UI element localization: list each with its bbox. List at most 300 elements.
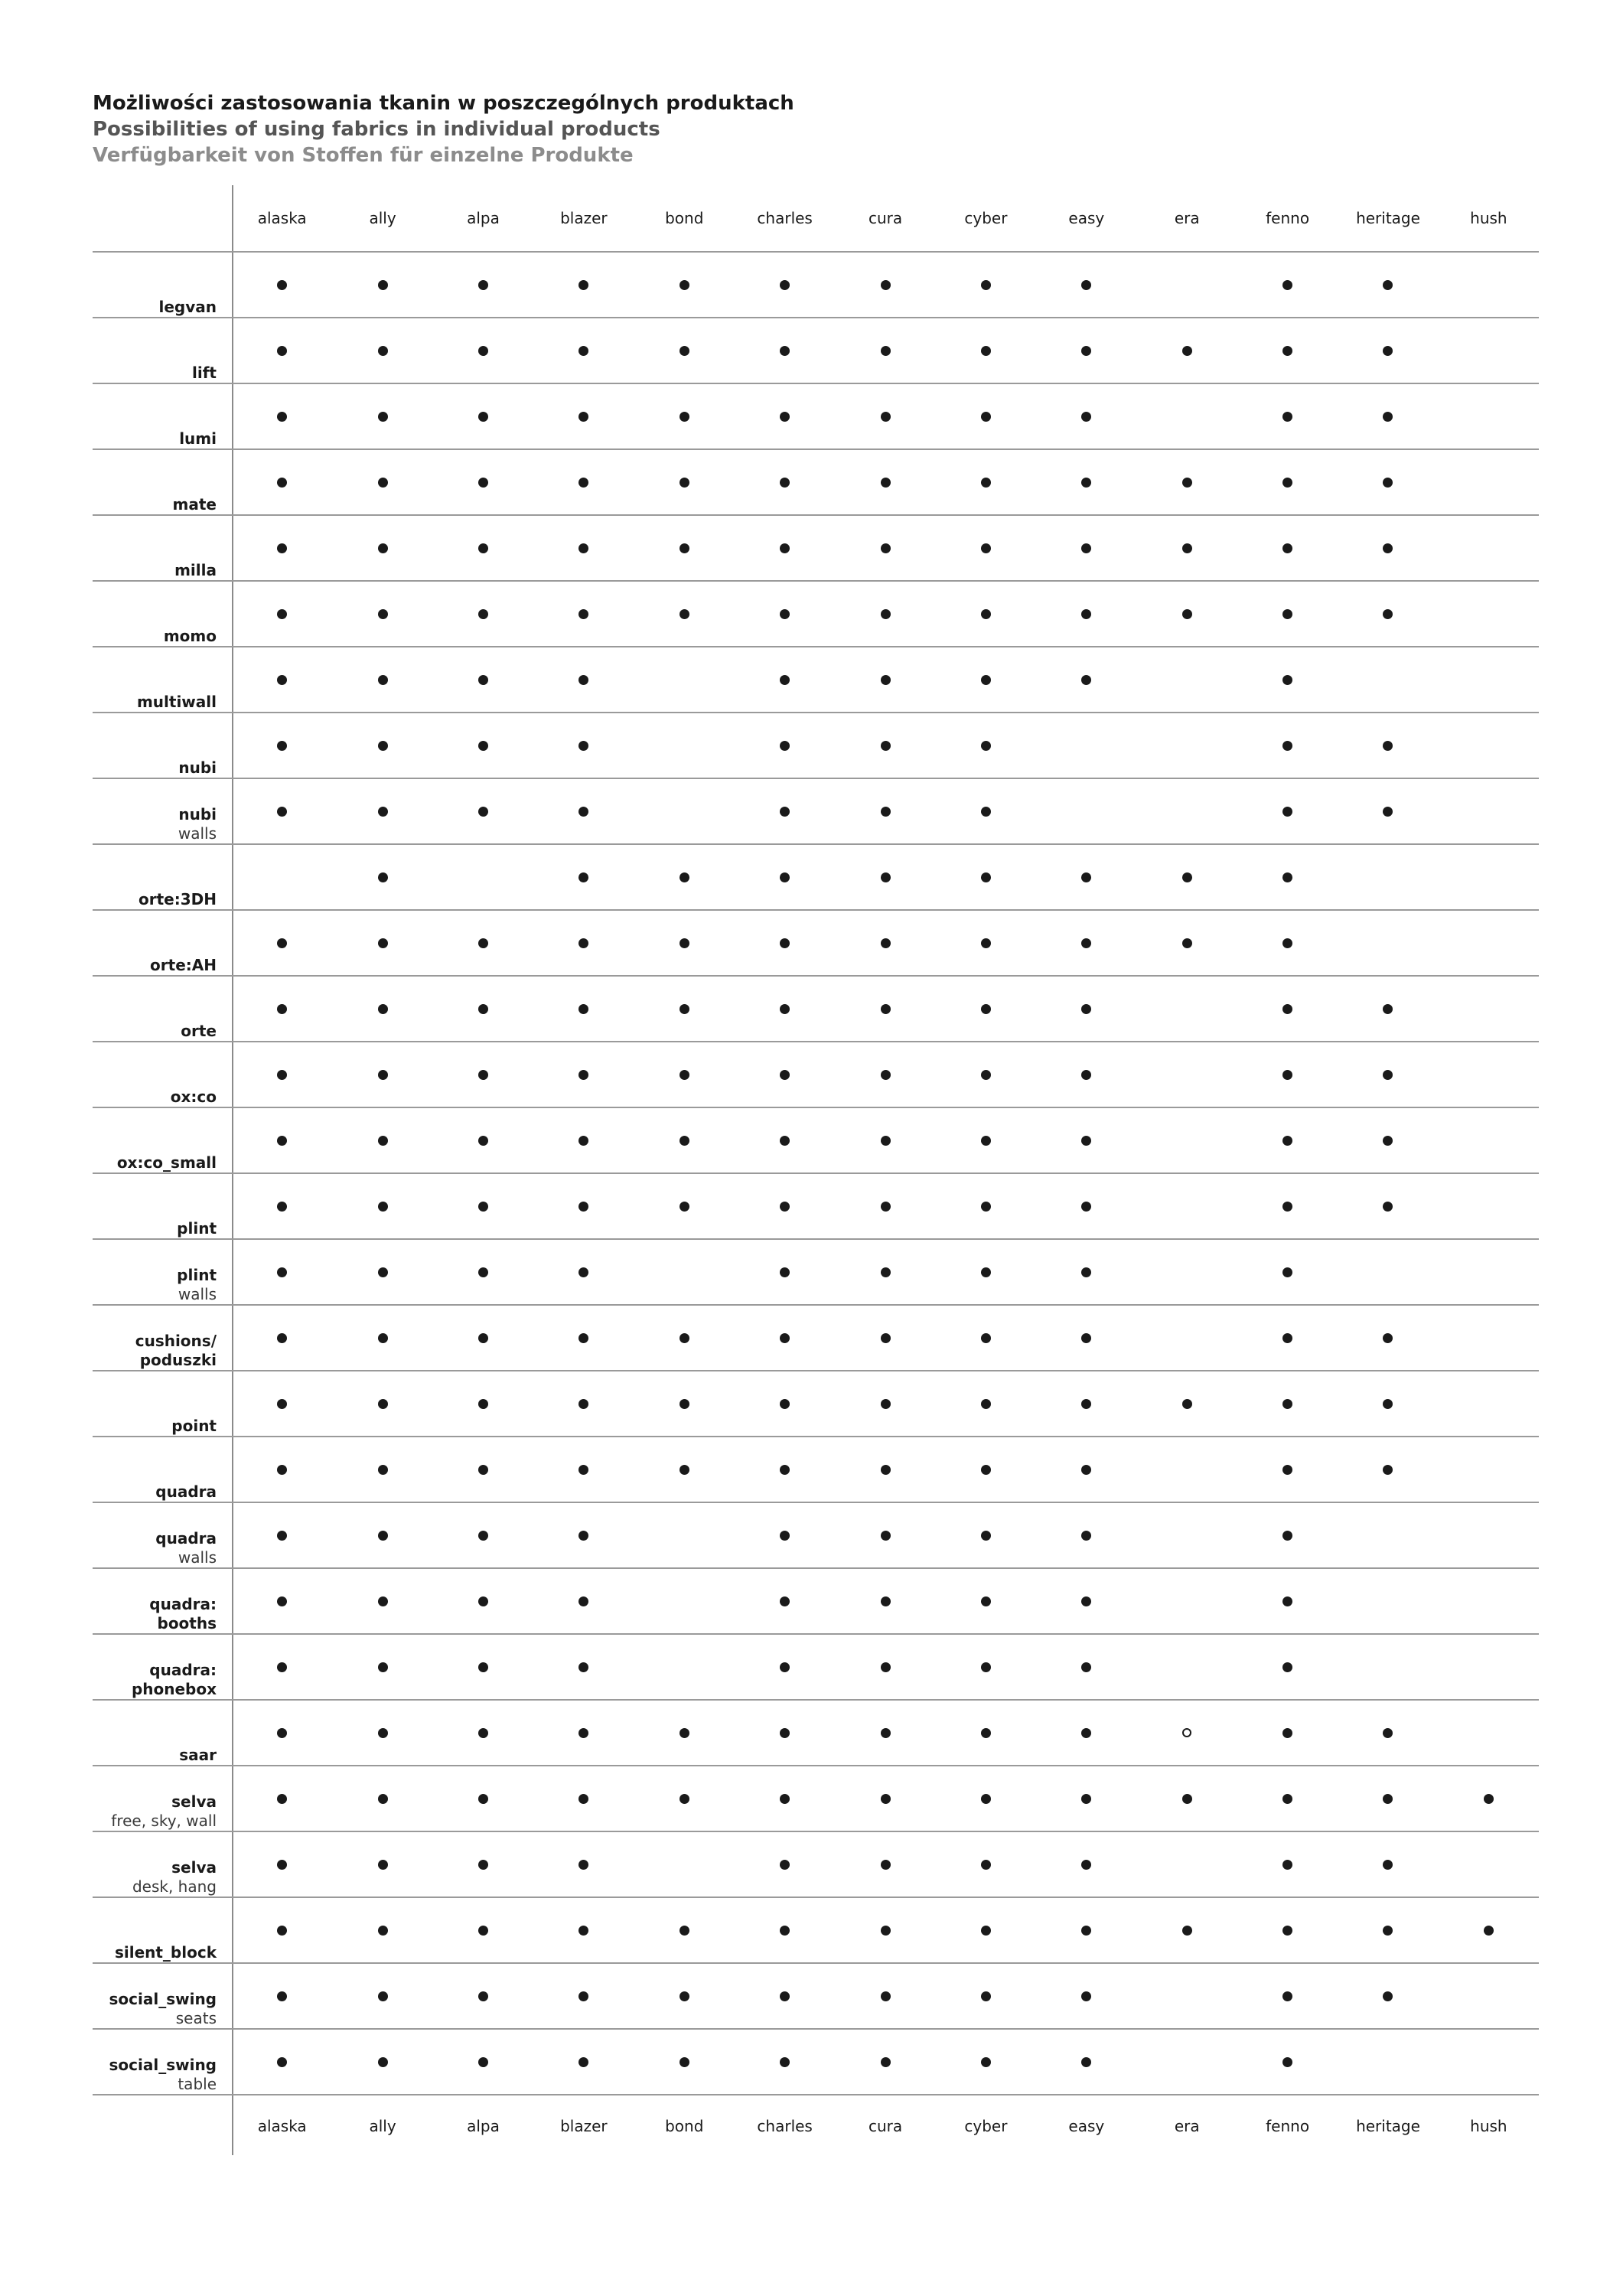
availability-cell	[533, 1172, 634, 1238]
availability-cell	[735, 317, 835, 383]
available-dot-icon	[981, 938, 991, 948]
available-dot-icon	[780, 1004, 790, 1014]
available-dot-icon	[478, 280, 488, 290]
available-dot-icon	[780, 1596, 790, 1606]
availability-cell	[433, 712, 533, 778]
availability-cell	[835, 1896, 935, 1962]
available-dot-icon	[1081, 1926, 1091, 1936]
product-label	[93, 1107, 232, 1172]
product-name: orte	[181, 1022, 217, 1040]
available-dot-icon	[1383, 1860, 1393, 1870]
availability-cell	[1137, 1041, 1237, 1107]
available-dot-icon	[277, 280, 287, 290]
availability-cell	[232, 1172, 332, 1238]
availability-cell	[1338, 909, 1438, 975]
availability-cell	[433, 909, 533, 975]
available-dot-icon	[478, 938, 488, 948]
available-dot-icon	[478, 807, 488, 817]
availability-cell	[433, 1699, 533, 1765]
availability-cell	[232, 843, 332, 909]
available-dot-icon	[1484, 1794, 1494, 1804]
availability-cell	[634, 1172, 735, 1238]
top-header-2: alpa	[467, 209, 500, 227]
availability-cell	[332, 712, 432, 778]
availability-cell	[835, 1567, 935, 1633]
availability-cell	[936, 251, 1036, 317]
availability-cell	[1237, 909, 1338, 975]
availability-cell	[332, 1107, 432, 1172]
availability-cell	[232, 1765, 332, 1831]
availability-cell	[1439, 1304, 1539, 1370]
product-label	[93, 514, 232, 580]
availability-cell	[1338, 778, 1438, 843]
available-dot-icon	[578, 1596, 588, 1606]
product-label	[93, 712, 232, 778]
available-dot-icon	[1282, 543, 1292, 553]
available-dot-icon	[277, 1662, 287, 1672]
availability-cell	[634, 2028, 735, 2094]
availability-cell	[1137, 448, 1237, 514]
availability-cell	[735, 1041, 835, 1107]
available-dot-icon	[478, 1070, 488, 1080]
available-dot-icon	[881, 412, 891, 422]
availability-cell	[1439, 909, 1539, 975]
availability-cell	[433, 1107, 533, 1172]
available-dot-icon	[680, 1465, 689, 1475]
availability-cell	[735, 843, 835, 909]
available-dot-icon	[378, 1465, 388, 1475]
available-dot-icon	[1282, 1136, 1292, 1146]
availability-cell	[433, 975, 533, 1041]
bottom-header-corner	[93, 2094, 232, 2157]
available-dot-icon	[277, 1004, 287, 1014]
available-dot-icon	[277, 412, 287, 422]
availability-cell	[332, 1436, 432, 1502]
available-dot-icon	[680, 1399, 689, 1409]
available-dot-icon	[981, 1070, 991, 1080]
availability-cell	[1338, 1699, 1438, 1765]
availability-cell	[533, 448, 634, 514]
available-dot-icon	[1081, 280, 1091, 290]
availability-cell	[1338, 843, 1438, 909]
available-dot-icon	[1282, 1004, 1292, 1014]
top-header-1: ally	[369, 209, 396, 227]
available-dot-icon	[478, 1991, 488, 2001]
available-dot-icon	[881, 1860, 891, 1870]
available-dot-icon	[881, 478, 891, 488]
available-dot-icon	[1383, 741, 1393, 751]
availability-cell	[1338, 1172, 1438, 1238]
available-dot-icon	[378, 1860, 388, 1870]
availability-cell	[533, 1370, 634, 1436]
available-dot-icon	[981, 2057, 991, 2067]
available-dot-icon	[478, 478, 488, 488]
availability-cell	[835, 646, 935, 712]
availability-cell	[332, 251, 432, 317]
availability-cell	[232, 1436, 332, 1502]
available-dot-icon	[1383, 1070, 1393, 1080]
product-name: quadra:	[149, 1595, 217, 1613]
available-dot-icon	[578, 609, 588, 619]
available-dot-icon	[1282, 1267, 1292, 1277]
availability-cell	[634, 646, 735, 712]
available-dot-icon	[578, 543, 588, 553]
available-dot-icon	[1282, 2057, 1292, 2067]
availability-cell	[232, 514, 332, 580]
availability-cell	[735, 909, 835, 975]
available-dot-icon	[780, 1070, 790, 1080]
availability-cell	[1137, 1304, 1237, 1370]
available-dot-icon	[578, 1465, 588, 1475]
available-dot-icon	[277, 1070, 287, 1080]
availability-cell	[936, 1831, 1036, 1896]
available-dot-icon	[981, 346, 991, 356]
availability-cell	[1338, 1896, 1438, 1962]
availability-cell	[835, 1436, 935, 1502]
product-variant: desk, hang	[132, 1877, 217, 1896]
available-dot-icon	[780, 807, 790, 817]
available-dot-icon	[277, 1136, 287, 1146]
availability-cell	[936, 1172, 1036, 1238]
availability-cell	[735, 1238, 835, 1304]
availability-cell	[232, 1370, 332, 1436]
available-dot-icon	[680, 1004, 689, 1014]
product-label	[93, 251, 232, 317]
availability-cell	[835, 1831, 935, 1896]
bottom-header-8: easy	[1036, 2094, 1136, 2157]
title-english: Possibilities of using fabrics in individual products	[93, 118, 660, 141]
product-name: quadra:	[149, 1661, 217, 1679]
available-dot-icon	[578, 872, 588, 882]
availability-cell	[1036, 1107, 1136, 1172]
availability-cell	[332, 317, 432, 383]
available-dot-icon	[981, 1465, 991, 1475]
product-variant: walls	[178, 1548, 217, 1567]
availability-cell	[1439, 1765, 1539, 1831]
availability-cell	[634, 383, 735, 448]
availability-cell	[1237, 514, 1338, 580]
available-dot-icon	[1383, 1004, 1393, 1014]
available-dot-icon	[1282, 1531, 1292, 1541]
available-dot-icon	[1081, 1004, 1091, 1014]
availability-cell	[1237, 2028, 1338, 2094]
available-dot-icon	[680, 280, 689, 290]
availability-cell	[634, 1962, 735, 2028]
availability-cell	[735, 514, 835, 580]
available-dot-icon	[578, 741, 588, 751]
available-dot-icon	[1081, 1070, 1091, 1080]
available-dot-icon	[780, 280, 790, 290]
available-dot-icon	[1383, 412, 1393, 422]
availability-cell	[1338, 1831, 1438, 1896]
available-dot-icon	[578, 1202, 588, 1212]
product-variant: seats	[175, 2009, 217, 2027]
available-dot-icon	[1182, 543, 1192, 553]
fabric-availability-table	[93, 185, 1539, 2157]
available-dot-icon	[578, 1794, 588, 1804]
top-header-8: easy	[1068, 209, 1105, 227]
product-name: plint	[177, 1219, 217, 1238]
available-dot-icon	[1282, 675, 1292, 685]
available-dot-icon	[277, 1991, 287, 2001]
availability-cell	[232, 909, 332, 975]
available-dot-icon	[1383, 543, 1393, 553]
available-dot-icon	[1081, 1860, 1091, 1870]
product-name-line2: booths	[157, 1614, 217, 1632]
available-dot-icon	[1282, 1333, 1292, 1343]
available-dot-icon	[1081, 1136, 1091, 1146]
available-dot-icon	[478, 1860, 488, 1870]
availability-cell	[232, 778, 332, 843]
available-dot-icon	[881, 280, 891, 290]
product-variant: table	[178, 2075, 217, 2093]
bottom-header-1: ally	[332, 2094, 432, 2157]
availability-cell	[232, 1238, 332, 1304]
availability-cell	[1036, 975, 1136, 1041]
availability-cell	[835, 1238, 935, 1304]
available-dot-icon	[578, 938, 588, 948]
available-dot-icon	[578, 1070, 588, 1080]
availability-cell	[634, 448, 735, 514]
available-dot-icon	[1182, 478, 1192, 488]
availability-cell	[936, 1699, 1036, 1765]
available-dot-icon	[378, 1267, 388, 1277]
product-label	[93, 1304, 232, 1370]
availability-cell	[936, 1896, 1036, 1962]
available-dot-icon	[378, 1991, 388, 2001]
available-dot-icon	[780, 1728, 790, 1738]
available-dot-icon	[1282, 346, 1292, 356]
available-dot-icon	[1383, 346, 1393, 356]
available-dot-icon	[277, 1399, 287, 1409]
availability-cell	[1137, 1962, 1237, 2028]
available-dot-icon	[1282, 1596, 1292, 1606]
availability-cell	[735, 1370, 835, 1436]
available-dot-icon	[578, 2057, 588, 2067]
available-dot-icon	[1282, 1794, 1292, 1804]
availability-cell	[433, 1896, 533, 1962]
availability-cell	[1439, 1370, 1539, 1436]
available-dot-icon	[780, 1202, 790, 1212]
available-dot-icon	[277, 1267, 287, 1277]
availability-cell	[433, 843, 533, 909]
available-dot-icon	[780, 1136, 790, 1146]
availability-cell	[332, 383, 432, 448]
availability-cell	[835, 448, 935, 514]
availability-cell	[1137, 1831, 1237, 1896]
availability-cell	[332, 2028, 432, 2094]
availability-cell	[1439, 448, 1539, 514]
availability-cell	[835, 1962, 935, 2028]
available-dot-icon	[1282, 1399, 1292, 1409]
availability-cell	[1036, 2028, 1136, 2094]
availability-cell	[232, 580, 332, 646]
product-label	[93, 1172, 232, 1238]
available-dot-icon	[478, 675, 488, 685]
availability-cell	[1237, 383, 1338, 448]
availability-cell	[1036, 1831, 1136, 1896]
available-dot-icon	[378, 478, 388, 488]
availability-cell	[1137, 514, 1237, 580]
availability-cell	[936, 383, 1036, 448]
bottom-header-7: cyber	[936, 2094, 1036, 2157]
product-label	[93, 1699, 232, 1765]
available-dot-icon	[1282, 1202, 1292, 1212]
available-dot-icon	[1282, 1926, 1292, 1936]
availability-cell	[634, 317, 735, 383]
availability-cell	[835, 2028, 935, 2094]
availability-cell	[433, 1765, 533, 1831]
availability-cell	[735, 1107, 835, 1172]
available-dot-icon	[378, 1136, 388, 1146]
availability-cell	[936, 712, 1036, 778]
availability-cell	[433, 580, 533, 646]
availability-cell	[735, 383, 835, 448]
availability-cell	[1338, 383, 1438, 448]
available-dot-icon	[780, 1991, 790, 2001]
available-dot-icon	[1383, 807, 1393, 817]
availability-cell	[835, 1041, 935, 1107]
availability-cell	[232, 1502, 332, 1567]
available-dot-icon	[881, 1004, 891, 1014]
availability-cell	[835, 580, 935, 646]
availability-cell	[232, 975, 332, 1041]
product-label	[93, 1502, 232, 1567]
availability-cell	[1137, 778, 1237, 843]
available-dot-icon	[680, 346, 689, 356]
availability-cell	[533, 2028, 634, 2094]
availability-cell	[1237, 448, 1338, 514]
available-dot-icon	[1081, 675, 1091, 685]
availability-cell	[232, 2028, 332, 2094]
product-label	[93, 1041, 232, 1107]
available-dot-icon	[277, 1531, 287, 1541]
availability-cell	[332, 1962, 432, 2028]
availability-cell	[232, 1962, 332, 2028]
available-dot-icon	[1081, 1662, 1091, 1672]
availability-cell	[533, 712, 634, 778]
availability-cell	[936, 909, 1036, 975]
availability-cell	[1237, 778, 1338, 843]
availability-cell	[1237, 1831, 1338, 1896]
availability-cell	[835, 1107, 935, 1172]
availability-cell	[533, 975, 634, 1041]
availability-cell	[533, 1436, 634, 1502]
available-dot-icon	[881, 1926, 891, 1936]
available-dot-icon	[378, 1399, 388, 1409]
product-label	[93, 2028, 232, 2094]
availability-cell	[1137, 317, 1237, 383]
availability-cell	[332, 1172, 432, 1238]
available-dot-icon	[1282, 412, 1292, 422]
available-dot-icon	[881, 346, 891, 356]
product-name: momo	[163, 627, 217, 645]
available-dot-icon	[478, 1728, 488, 1738]
availability-cell	[835, 317, 935, 383]
availability-cell	[1439, 1633, 1539, 1699]
product-label	[93, 448, 232, 514]
availability-cell	[936, 778, 1036, 843]
product-name: point	[171, 1417, 217, 1435]
available-dot-icon	[478, 2057, 488, 2067]
available-dot-icon	[981, 1728, 991, 1738]
availability-cell	[1137, 975, 1237, 1041]
availability-cell	[634, 1436, 735, 1502]
availability-cell	[735, 1962, 835, 2028]
availability-cell	[533, 778, 634, 843]
available-dot-icon	[881, 1596, 891, 1606]
availability-cell	[433, 1436, 533, 1502]
top-header-3: blazer	[560, 209, 608, 227]
availability-cell	[533, 646, 634, 712]
available-dot-icon	[780, 1531, 790, 1541]
availability-cell	[232, 1633, 332, 1699]
available-dot-icon	[780, 609, 790, 619]
available-dot-icon	[680, 1136, 689, 1146]
availability-cell	[1338, 1765, 1438, 1831]
available-dot-icon	[478, 1333, 488, 1343]
availability-cell	[1137, 843, 1237, 909]
availability-cell	[332, 1304, 432, 1370]
available-dot-icon	[981, 1794, 991, 1804]
availability-cell	[1237, 1765, 1338, 1831]
product-name: lift	[192, 364, 217, 382]
available-dot-icon	[578, 1004, 588, 1014]
available-dot-icon	[1282, 1860, 1292, 1870]
availability-cell	[936, 1370, 1036, 1436]
available-dot-icon	[378, 1531, 388, 1541]
available-dot-icon	[680, 1070, 689, 1080]
available-dot-icon	[1081, 1531, 1091, 1541]
availability-cell	[232, 712, 332, 778]
available-dot-icon	[1081, 1596, 1091, 1606]
product-name: orte:3DH	[139, 890, 217, 908]
product-name: plint	[177, 1266, 217, 1284]
product-name: saar	[179, 1746, 217, 1764]
product-label	[93, 646, 232, 712]
availability-cell	[1036, 1699, 1136, 1765]
availability-cell	[936, 1238, 1036, 1304]
product-name: legvan	[158, 298, 217, 316]
availability-cell	[1137, 2028, 1237, 2094]
available-dot-icon	[981, 543, 991, 553]
available-dot-icon	[1383, 1399, 1393, 1409]
available-dot-icon	[478, 412, 488, 422]
availability-cell	[1439, 1436, 1539, 1502]
available-dot-icon	[1182, 1399, 1192, 1409]
availability-cell	[1036, 1370, 1136, 1436]
availability-cell	[1036, 712, 1136, 778]
availability-cell	[1237, 1370, 1338, 1436]
availability-cell	[735, 1304, 835, 1370]
available-dot-icon	[378, 1202, 388, 1212]
product-label	[93, 1370, 232, 1436]
bottom-header-0: alaska	[232, 2094, 332, 2157]
available-dot-icon	[981, 609, 991, 619]
availability-cell	[936, 1436, 1036, 1502]
available-dot-icon	[578, 1531, 588, 1541]
available-dot-icon	[578, 412, 588, 422]
availability-cell	[735, 448, 835, 514]
availability-cell	[1036, 843, 1136, 909]
available-dot-icon	[277, 938, 287, 948]
availability-cell	[1036, 1502, 1136, 1567]
available-dot-icon	[277, 807, 287, 817]
available-dot-icon	[780, 1267, 790, 1277]
available-dot-icon	[1081, 872, 1091, 882]
availability-cell	[332, 1502, 432, 1567]
availability-cell	[533, 1304, 634, 1370]
